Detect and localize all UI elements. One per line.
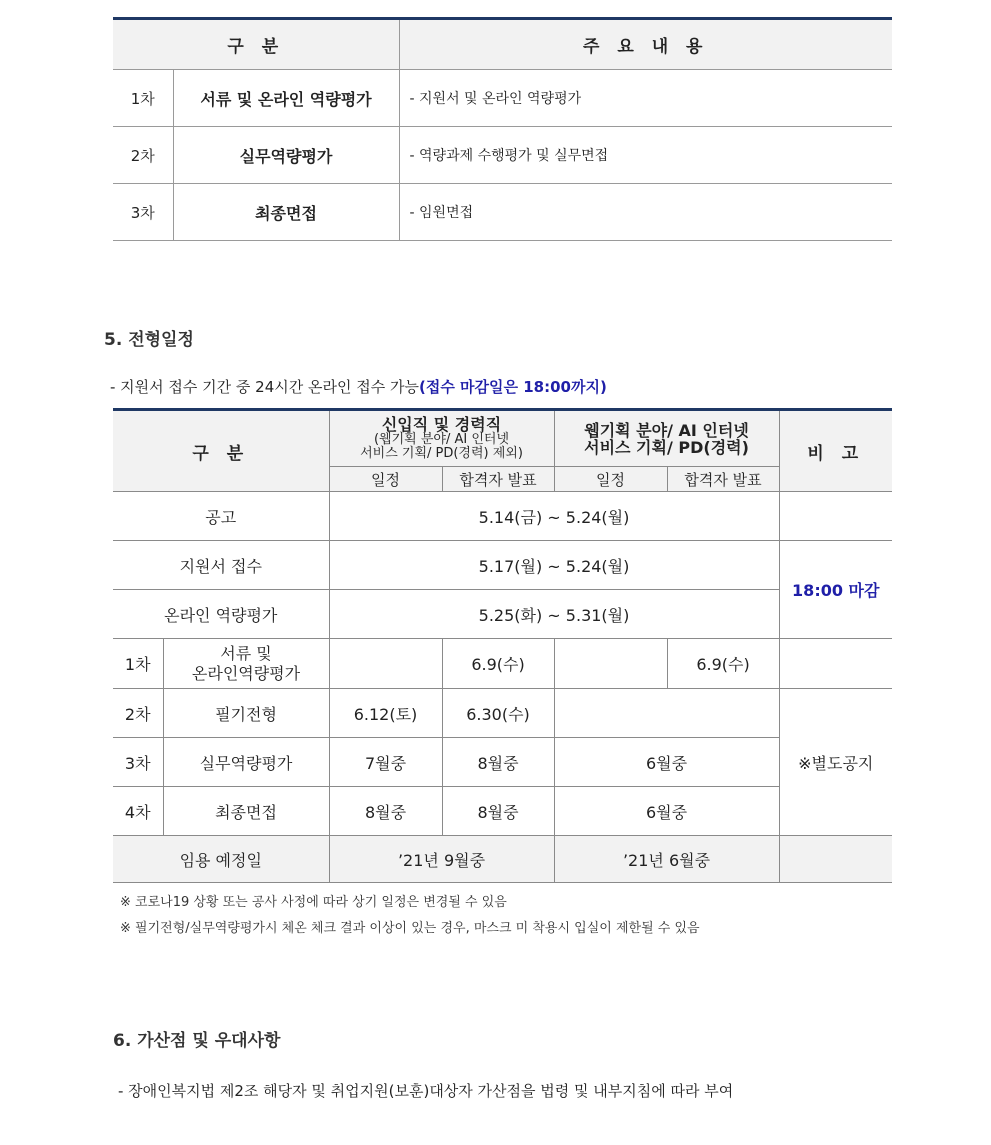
header-group-web-ai xyxy=(554,410,779,467)
header-content: 주 요 내 용 xyxy=(399,19,892,70)
stage-name xyxy=(163,639,329,689)
online-date: 5.25(화) ~ 5.31(월) xyxy=(329,590,779,639)
empty-cell xyxy=(779,836,892,883)
group1-result: 6.9(수) xyxy=(442,639,554,689)
empty-cell xyxy=(779,492,892,541)
section-5-title: 5. 전형일정 xyxy=(104,330,194,350)
empty-cell xyxy=(554,639,667,689)
group2-title-2: 서비스 기획/ PD(경력) xyxy=(584,437,749,457)
section-6-title: 6. 가산점 및 우대사항 xyxy=(113,1031,281,1051)
deadline-highlight: (접수 마감일은 18:00까지) xyxy=(418,378,607,396)
table-row xyxy=(113,836,892,883)
header-schedule: 일정 xyxy=(329,467,442,492)
hire-label: 임용 예정일 xyxy=(113,836,329,883)
stage-number: 3차 xyxy=(113,738,163,787)
stage-name: 최종면접 xyxy=(163,787,329,836)
header-result: 합격자 발표 xyxy=(442,467,554,492)
notice-date: 5.14(금) ~ 5.24(월) xyxy=(329,492,779,541)
table-header-row xyxy=(113,19,892,70)
group1-schedule: 7월중 xyxy=(329,738,442,787)
online-label: 온라인 역량평가 xyxy=(113,590,329,639)
table-row xyxy=(113,70,892,127)
table-row xyxy=(113,689,892,738)
stage-number: 3차 xyxy=(113,184,173,241)
table-row xyxy=(113,541,892,590)
group1-title: 신입직 및 경력직 xyxy=(381,415,502,434)
header-bigo: 비 고 xyxy=(779,410,892,492)
stage-content: - 임원면접 xyxy=(399,184,892,241)
stage-name-line-1: 서류 및 xyxy=(220,643,272,663)
header-group-new-experienced xyxy=(329,410,554,467)
separate-notice: ※별도공지 xyxy=(779,689,892,836)
table-row xyxy=(113,639,892,689)
schedule-table xyxy=(113,408,892,883)
table-row xyxy=(113,787,892,836)
group2-schedule: 6월중 xyxy=(554,787,779,836)
empty-cell xyxy=(779,639,892,689)
group1-result: 8월중 xyxy=(442,738,554,787)
group1-result: 6.30(수) xyxy=(442,689,554,738)
header-result: 합격자 발표 xyxy=(667,467,779,492)
group1-subtitle-1: (웹기획 분야/ AI 인터넷 xyxy=(373,432,510,447)
header-gubun: 구 분 xyxy=(113,410,329,492)
table-row xyxy=(113,127,892,184)
note-1: ※ 코로나19 상황 또는 공사 사정에 따라 상기 일정은 변경될 수 있음 xyxy=(120,895,507,910)
header-schedule: 일정 xyxy=(554,467,667,492)
stage-content: - 역량과제 수행평가 및 실무면접 xyxy=(399,127,892,184)
section-5-line-text: - 지원서 접수 기간 중 24시간 온라인 접수 가능 xyxy=(110,378,419,396)
apply-date: 5.17(월) ~ 5.24(월) xyxy=(329,541,779,590)
stage-name-line-2: 온라인역량평가 xyxy=(191,663,301,683)
stage-number: 1차 xyxy=(113,639,163,689)
hire-group2: ’21년 6월중 xyxy=(554,836,779,883)
empty-cell xyxy=(554,689,779,738)
empty-cell xyxy=(329,639,442,689)
screening-stages-table xyxy=(113,17,892,241)
section-6-line: - 장애인복지법 제2조 해당자 및 취업지원(보훈)대상자 가산점을 법령 및 내부지침에 따라 부여 xyxy=(118,1082,734,1100)
apply-label: 지원서 접수 xyxy=(113,541,329,590)
note-2: ※ 필기전형/실무역량평가시 체온 체크 결과 이상이 있는 경우, 마스크 미 착용시 입실이 제한될 수 있음 xyxy=(120,921,700,936)
group2-result: 6.9(수) xyxy=(667,639,779,689)
table-row xyxy=(113,738,892,787)
stage-name: 실무역량평가 xyxy=(173,127,399,184)
stage-name: 최종면접 xyxy=(173,184,399,241)
section-5-line xyxy=(110,376,607,397)
group1-schedule: 8월중 xyxy=(329,787,442,836)
header-gubun: 구 분 xyxy=(113,19,399,70)
deadline-note: 18:00 마감 xyxy=(779,541,892,639)
table-header-row xyxy=(113,410,892,467)
stage-number: 2차 xyxy=(113,689,163,738)
group1-schedule: 6.12(토) xyxy=(329,689,442,738)
group1-subtitle-2: 서비스 기획/ PD(경력) 제외) xyxy=(360,446,523,461)
stage-number: 4차 xyxy=(113,787,163,836)
table-row xyxy=(113,184,892,241)
table-row xyxy=(113,590,892,639)
stage-name: 실무역량평가 xyxy=(163,738,329,787)
group2-title-1: 웹기획 분야/ AI 인터넷 xyxy=(584,420,749,440)
group2-schedule: 6월중 xyxy=(554,738,779,787)
table-row xyxy=(113,492,892,541)
stage-number: 2차 xyxy=(113,127,173,184)
stage-name: 필기전형 xyxy=(163,689,329,738)
notice-label: 공고 xyxy=(113,492,329,541)
group1-result: 8월중 xyxy=(442,787,554,836)
stage-content: - 지원서 및 온라인 역량평가 xyxy=(399,70,892,127)
stage-name: 서류 및 온라인 역량평가 xyxy=(173,70,399,127)
hire-group1: ’21년 9월중 xyxy=(329,836,554,883)
stage-number: 1차 xyxy=(113,70,173,127)
